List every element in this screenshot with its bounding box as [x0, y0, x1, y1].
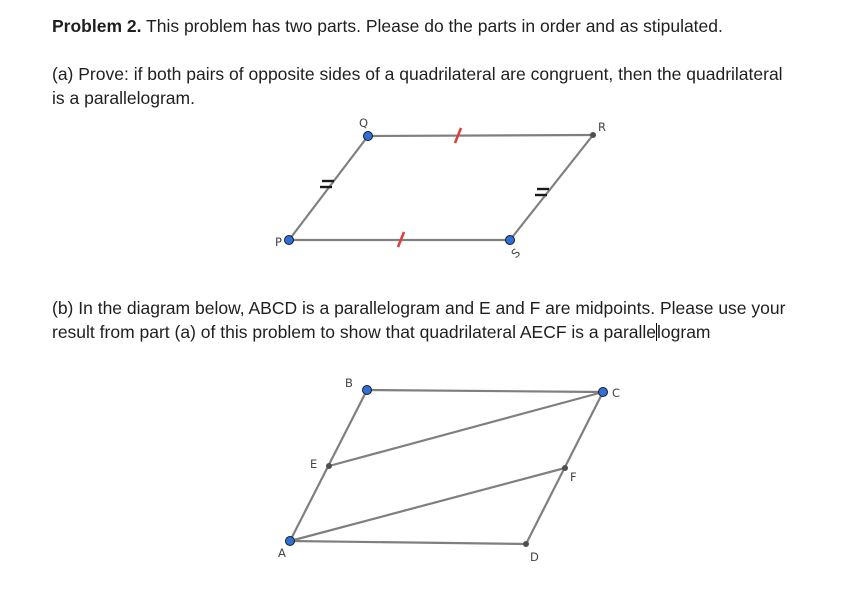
label-f: F — [570, 470, 577, 484]
label-r: R — [598, 120, 606, 134]
label-a: A — [278, 546, 286, 560]
part-b-line-1: (b) In the diagram below, ABCD is a parallelogram and E and F are midpoints. Please use your — [52, 298, 786, 318]
point-d — [523, 541, 529, 547]
label-s: S — [508, 245, 524, 261]
segment-af — [290, 468, 565, 541]
side-bc — [367, 390, 603, 392]
point-c — [599, 388, 608, 397]
segment-ec — [329, 392, 603, 466]
problem-intro: This problem has two parts. Please do the parts in order and as stipulated. — [146, 16, 723, 36]
label-e: E — [310, 457, 318, 471]
point-e — [326, 463, 332, 469]
part-a-line-2: is a parallelogram. — [52, 88, 195, 108]
label-b: B — [345, 376, 353, 390]
problem-heading: Problem 2. — [52, 16, 142, 36]
part-b-line-2-end: logram — [657, 322, 711, 342]
label-d: D — [530, 550, 539, 564]
part-b-line-2-start: result from part (a) of this problem to show that quadrilateral AECF is a paralle — [52, 322, 657, 342]
point-a — [286, 537, 295, 546]
part-a-line-1: (a) Prove: if both pairs of opposite sides of a quadrilateral are congruent, then the quadrilateral — [52, 64, 783, 84]
point-f — [562, 465, 568, 471]
point-b — [363, 386, 372, 395]
side-da — [290, 541, 526, 544]
label-c: C — [612, 386, 621, 400]
parallelogram-abcd — [290, 390, 603, 544]
label-q: Q — [359, 116, 369, 130]
label-p: P — [275, 235, 282, 249]
